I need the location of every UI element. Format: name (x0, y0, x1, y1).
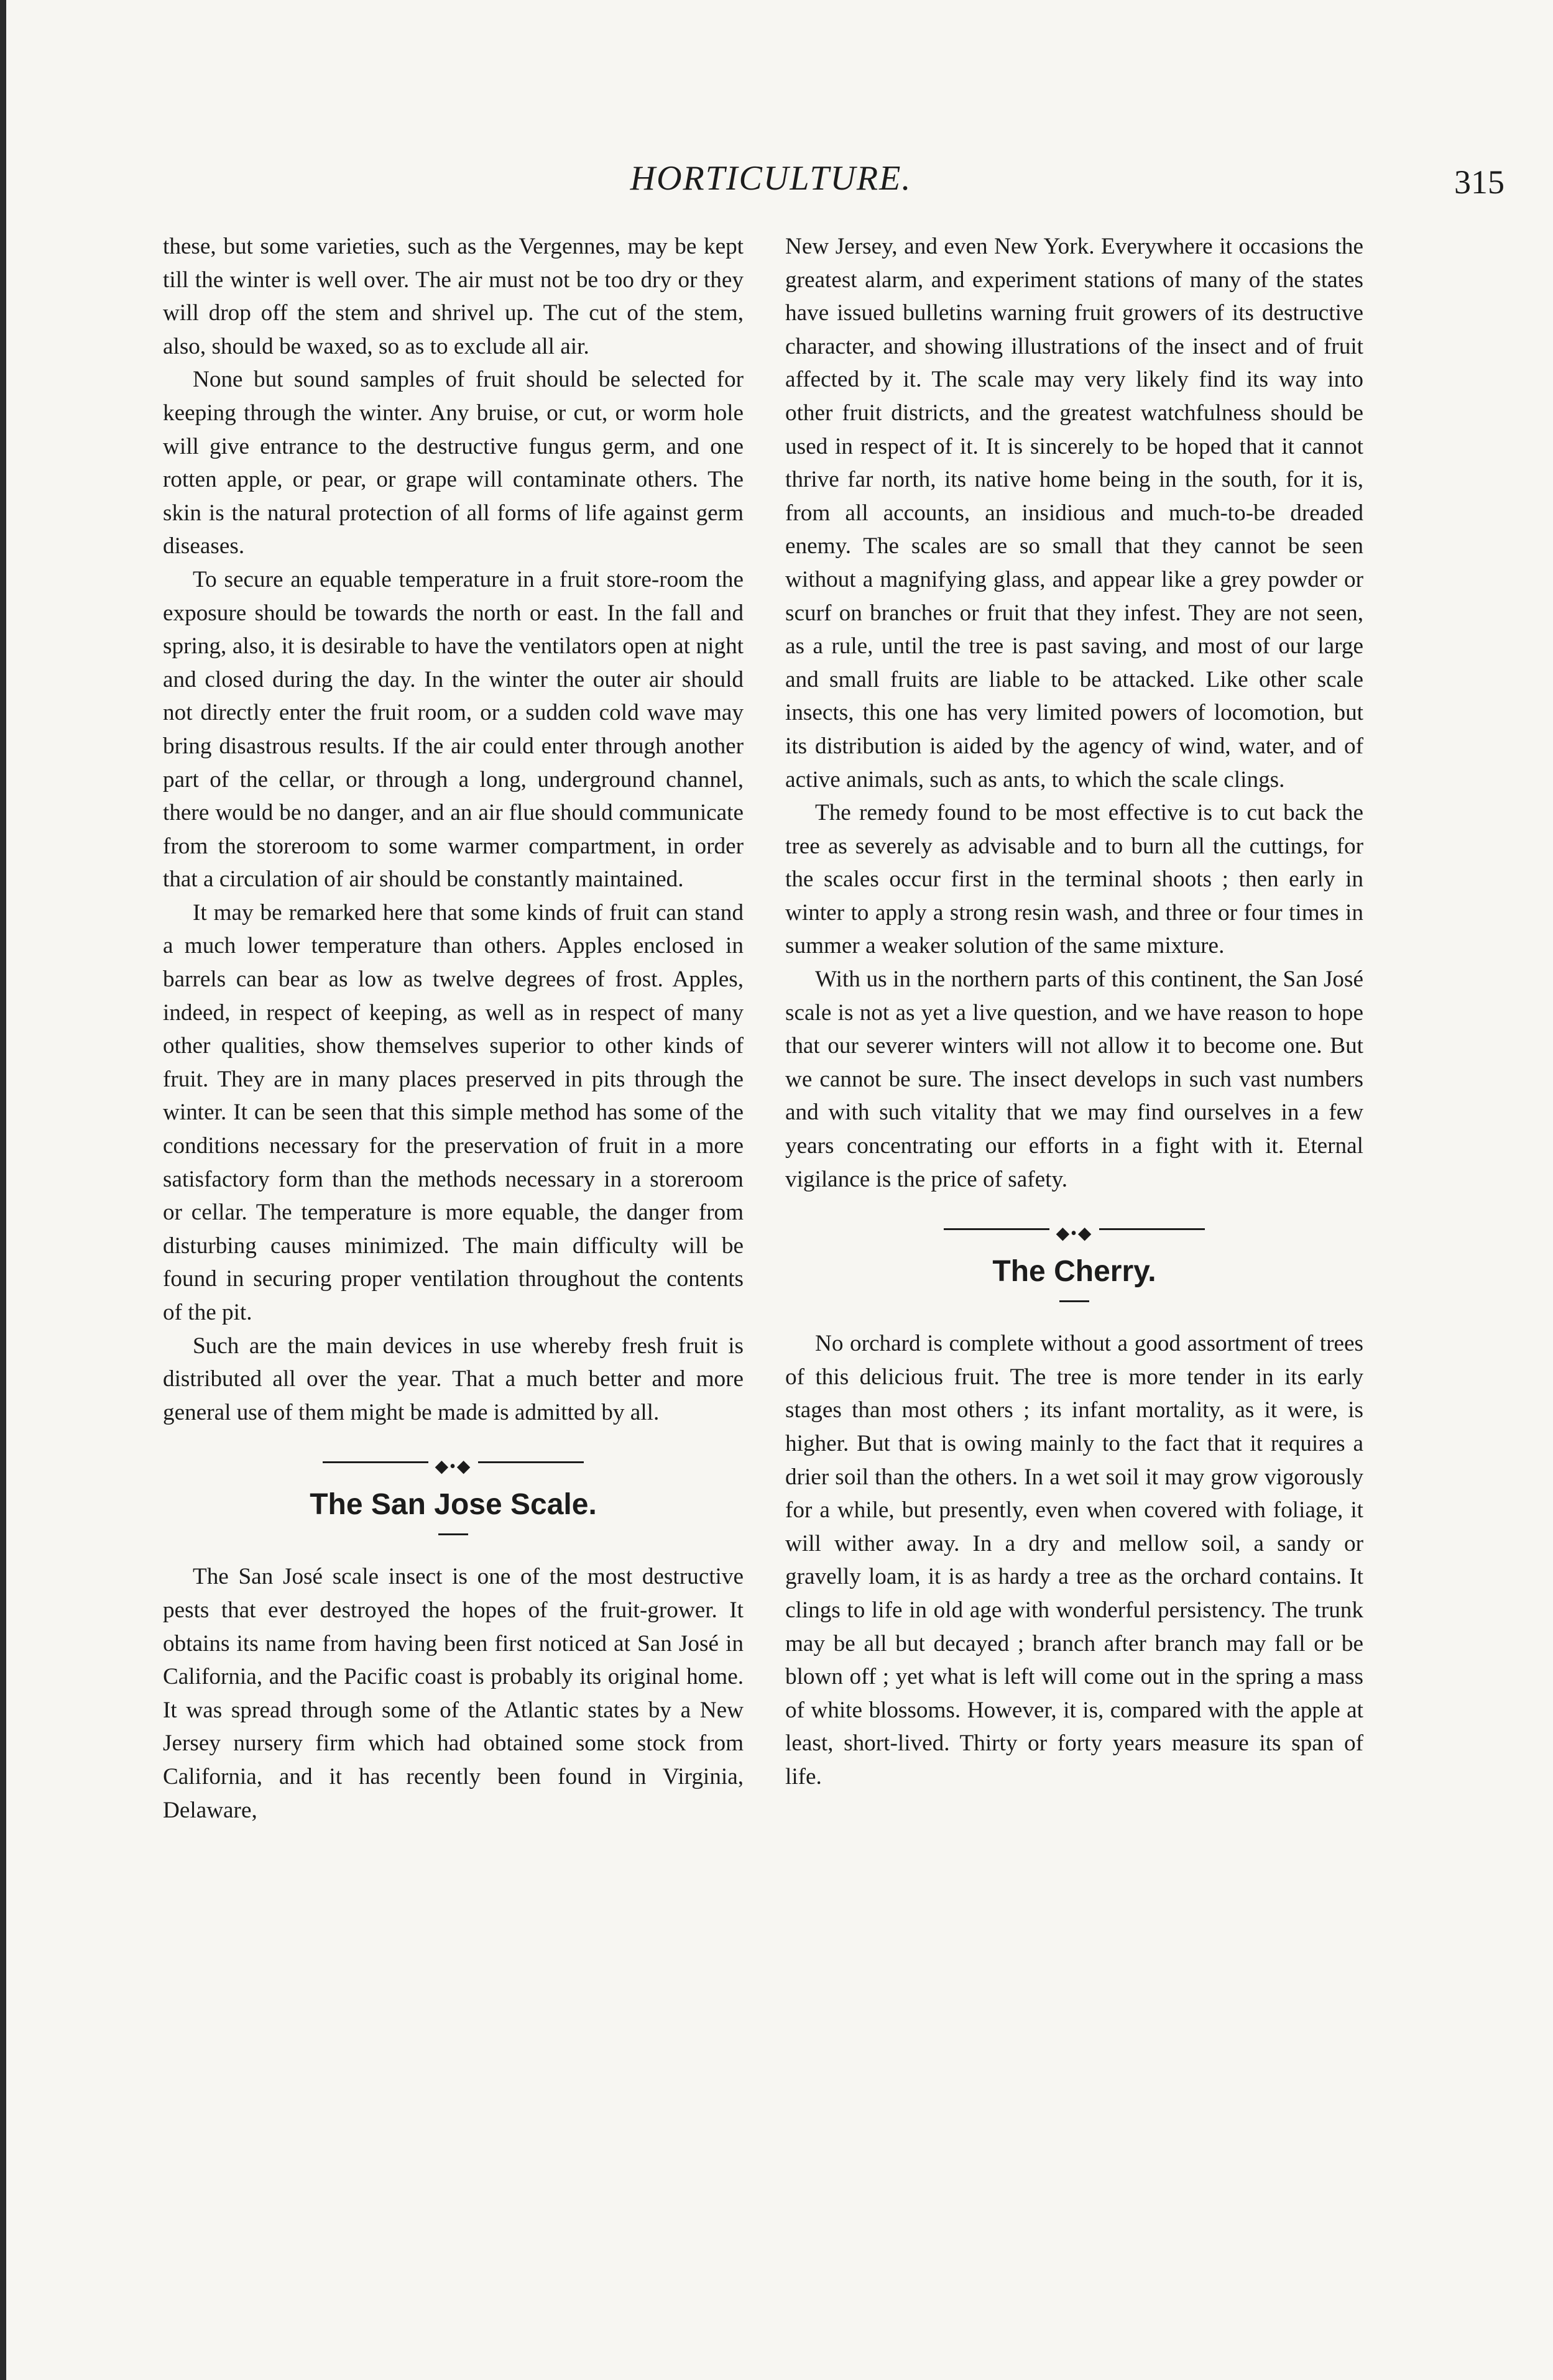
section-title-san-jose-scale: The San Jose Scale. (310, 1488, 597, 1522)
section-divider (944, 1220, 1205, 1244)
paragraph: With us in the northern parts of this continent, the San José scale is not as yet a live question, and we have reason to hope that our severer winters will not allow it to become one. But we cannot be sure. The insect develops in such vast numbers and with such vitality that we may find ourselves in a few years concentrating our efforts in a fight with it. Eternal vigilance is the price of safety. (785, 967, 1363, 1192)
paragraph: The remedy found to be most effective is to cut back the tree as severely as advisable and to burn all the cuttings, for the scales occur first in the terminal shoots ; then early in winter to apply a strong resin wash, and three or four times in summer a weaker solution of the same mixture. (785, 800, 1363, 959)
paragraph: To secure an equable temperature in a fruit store-room the exposure should be towards the north or east. In the fall and spring, also, it is desirable to have the ventilators open at night and closed during the day. In the winter the outer air should not directly enter the fruit room, or a sudden cold wave may bring disastrous results. If the air could enter through another part of the cellar, or through a long, underground channel, there would be no danger, and an air flue should communicate from the storeroom to some warmer compartment, in order that a circulation of air should be constantly maintained. (163, 566, 744, 893)
divider-rule-right (478, 1461, 584, 1463)
paragraph: None but sound samples of fruit should be selected for keeping through the winter. Any bruise, or cut, or worm hole will give entrance to the destructive fungus germ, and one rotten apple, or pear, or grape will contaminate others. The skin is the natural protection of all forms of life against germ diseases. (163, 367, 744, 559)
paragraph: New Jersey, and even New York. Everywhere it occasions the greatest alarm, and experiment stations of many of the states have issued bulletins warning fruit growers of its destructive character, and showing illustrations of the insect and of fruit affected by it. The scale may very likely find its way into other fruit districts, and the greatest watchfulness should be used in respect of it. It is sincerely to be hoped that it cannot thrive far north, its native home being in the south, for it is, from all accounts, an insidious and much-to-be dreaded enemy. The scales are so small that they cannot be seen without a magnifying glass, and appear like a grey powder or scurf on branches or fruit that they infest. They are not seen, as a rule, until the tree is past saving, and most of our large and small fruits are liable to be attacked. Like other scale insects, this one has very limited powers of locomotion, but its distribution is aided by the agency of wind, water, and of active animals, such as ants, to which the scale clings. (785, 234, 1363, 793)
title-dash (438, 1533, 468, 1535)
page-binding-edge (0, 0, 6, 2380)
title-dash (1059, 1300, 1089, 1302)
divider-rule-right (1099, 1228, 1205, 1230)
paragraph: Such are the main devices in use whereby fresh fruit is distributed all over the year. That a much better and more general use of them might be made is admitted by all. (163, 1333, 744, 1425)
paragraph: It may be remarked here that some kinds of fruit can stand a much lower temperature than others. Apples enclosed in barrels can bear as low as twelve degrees of frost. Apples, indeed, in respect of keeping, as well as in respect of many other qualities, show themselves superior to other kinds of fruit. They are in many places preserved in pits through the winter. It can be seen that this simple method has some of the conditions necessary for the preservation of fruit in a more satisfactory form than the methods necessary in a storeroom or cellar. The temperature is more equable, the danger from disturbing causes minimized. The main difficulty will be found in securing proper ventilation throughout the contents of the pit. (163, 899, 744, 1325)
paragraph: The San José scale insect is one of the most destructive pests that ever destroyed the hopes of the fruit-grower. It obtains its name from having been first noticed at San José in California, and the Pacific coast is probably its original home. It was spread through some of the Atlantic states by a New Jersey nursery firm which had obtained some stock from California, and it has recently been found in Virginia, Delaware, (163, 1564, 744, 1823)
section-title-the-cherry: The Cherry. (992, 1255, 1156, 1289)
left-column (163, 230, 744, 1827)
section-divider (323, 1453, 584, 1477)
right-column (785, 230, 1363, 1794)
paragraph: No orchard is complete without a good assortment of trees of this delicious fruit. The tree is more tender in its early stages than most others ; its infant mortality, as it were, is higher. But that is owing mainly to the fact that it requires a drier soil than the others. In a wet soil it may grow vigorously for a while, but presently, even when covered with foliage, it will wither away. In a dry and mellow soil, a sandy or gravelly loam, it is as hardy a tree as the orchard contains. It clings to life in old age with wonderful persistency. The trunk may be all but decayed ; branch after branch may fall or be blown off ; yet what is left will come out in the spring a mass of white blossoms. However, it is, compared with the apple at least, short-lived. Thirty or forty years measure its span of life. (785, 1331, 1363, 1790)
paragraph: these, but some varieties, such as the Vergennes, may be kept till the winter is well over. The air must not be too dry or they will drop off the stem and shrivel up. The cut of the stem, also, should be waxed, so as to exclude all air. (163, 234, 744, 359)
divider-ornament: ◆•◆ (1056, 1224, 1093, 1244)
divider-ornament: ◆•◆ (435, 1457, 472, 1477)
page-number: 315 (1454, 163, 1505, 201)
divider-rule-left (323, 1461, 428, 1463)
running-head: HORTICULTURE. (630, 159, 912, 198)
divider-rule-left (944, 1228, 1049, 1230)
